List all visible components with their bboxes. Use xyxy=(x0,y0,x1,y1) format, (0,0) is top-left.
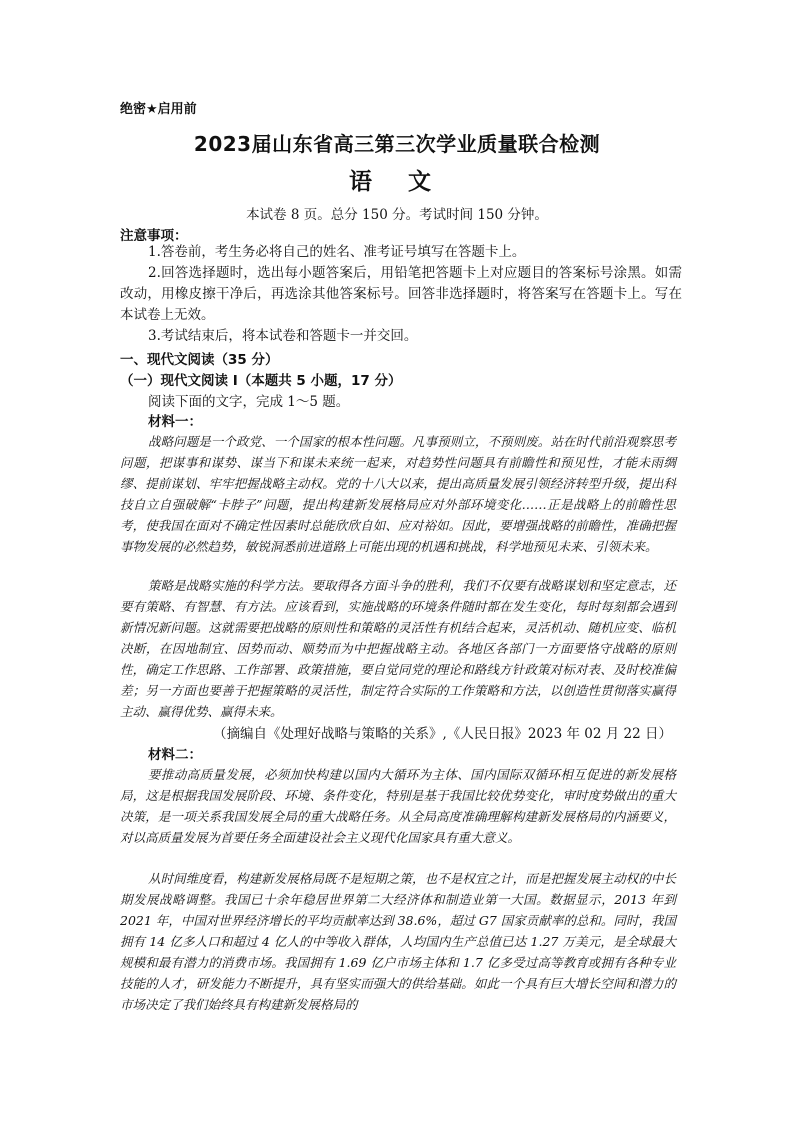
material-1-paragraph: 策略是战略实施的科学方法。要取得各方面斗争的胜利，我们不仅要有战略谋划和坚定意志，还要有策略、有智慧、有方法。应该看到，实施战略的环境条件随时都在发生变化，每时每刻都会遇到新情况新问题。这就需要把战略的原则性和策略的灵活性有机结合起来，灵活机动、随机应变、临机决断，在因地制宜、因势而动、顺势而为中把握战略主动。各地区各部门一方面要恪守战略的原则性，确定工作思路、工作部署、政策措施，要自觉同党的理论和路线方针政策对标对表、及时校准偏差；另一方面也要善于把握策略的灵活性，制定符合实际的工作策略和方法，以创造性贯彻落实赢得主动、赢得优势、赢得未来。 xyxy=(120,578,676,719)
material-2-paragraph: 从时间维度看，构建新发展格局既不是短期之策，也不是权宜之计，而是把握发展主动权的中长期发展战略调整。我国已十余年稳居世界第二大经济体和制造业第一大国。数据显示，2013 年到 2021 年，中国对世界经济增长的平均贡献率达到 38.6%，超过 G7 国家贡献率的总和。同时，我国拥有 14 亿多人口和超过 4 亿人的中等收入群体，人均国内生产总值已达 1.27 万美元，是全球最大规模和最有潜力的消费市场。我国拥有 1.69 亿户市场主体和 1.7 亿多受过高等教育或拥有各种专业技能的人才，研发能力不断提升，具有坚实而强大的供给基础。如此一个具有巨大增长空间和潜力的市场决定了我们始终具有构建新发展格局的 xyxy=(120,871,676,1012)
material-2-paragraph: 要推动高质量发展，必须加快构建以国内大循环为主体、国内国际双循环相互促进的新发展格局，这是根据我国发展阶段、环境、条件变化，特别是基于我国比较优势变化，审时度势做出的重大决策，是一项关系我国发展全局的重大战略任务。从全局高度准确理解构建新发展格局的内涵要义，对以高质量发展为首要任务全面建设社会主义现代化国家具有重大意义。 xyxy=(120,767,676,845)
material-1-paragraph: 战略问题是一个政党、一个国家的根本性问题。凡事预则立，不预则废。站在时代前沿观察思考问题，把谋事和谋势、谋当下和谋未来统一起来，对趋势性问题具有前瞻性和预见性，才能未雨绸缪、提前谋划、牢牢把握战略主动权。党的十八大以来，提出高质量发展引领经济转型升级，提出科技自立自强破解“卡脖子”问题，提出构建新发展格局应对外部环境变化……正是战略上的前瞻性思考，使我国在面对不确定性因素时总能欣欣自如、应对裕如。因此，要增强战略的前瞻性，准确把握事物发展的必然趋势，敏锐洞悉前进道路上可能出现的机遇和挑战，科学地预见未来、引领未来。 xyxy=(120,434,676,554)
subject-title: 语 文 xyxy=(348,169,445,195)
reading-instruction: 阅读下面的文字，完成 1～5 题。 xyxy=(148,394,350,410)
material-2-label: 材料二： xyxy=(148,747,202,763)
confidential-mark: 绝密★启用前 xyxy=(120,102,197,117)
section-heading: 一、现代文阅读（35 分） xyxy=(120,352,279,368)
exam-info: 本试卷 8 页。总分 150 分。考试时间 150 分钟。 xyxy=(246,207,548,223)
note-item-2: 2.回答选择题时，选出每小题答案后，用铅笔把答题卡上对应题目的答案标号涂黑。如需改动，用橡皮擦干净后，再选涂其他答案标号。回答非选择题时，将答案写在答题卡上。写在本试卷上无效。 xyxy=(120,265,682,323)
note-item-1: 1.答卷前，考生务必将自己的姓名、准考证号填写在答题卡上。 xyxy=(148,244,526,260)
note-item-3: 3.考试结束后，将本试卷和答题卡一并交回。 xyxy=(148,328,418,344)
subsection-heading: （一）现代文阅读 I（本题共 5 小题，17 分） xyxy=(120,373,402,389)
notes-heading: 注意事项： xyxy=(120,228,188,244)
exam-title: 2023届山东省高三第三次学业质量联合检测 xyxy=(193,132,601,156)
material-1-label: 材料一： xyxy=(148,414,202,430)
material-1-source: （摘编自《处理好战略与策略的关系》,《人民日报》2023 年 02 月 22 日） xyxy=(213,726,672,742)
